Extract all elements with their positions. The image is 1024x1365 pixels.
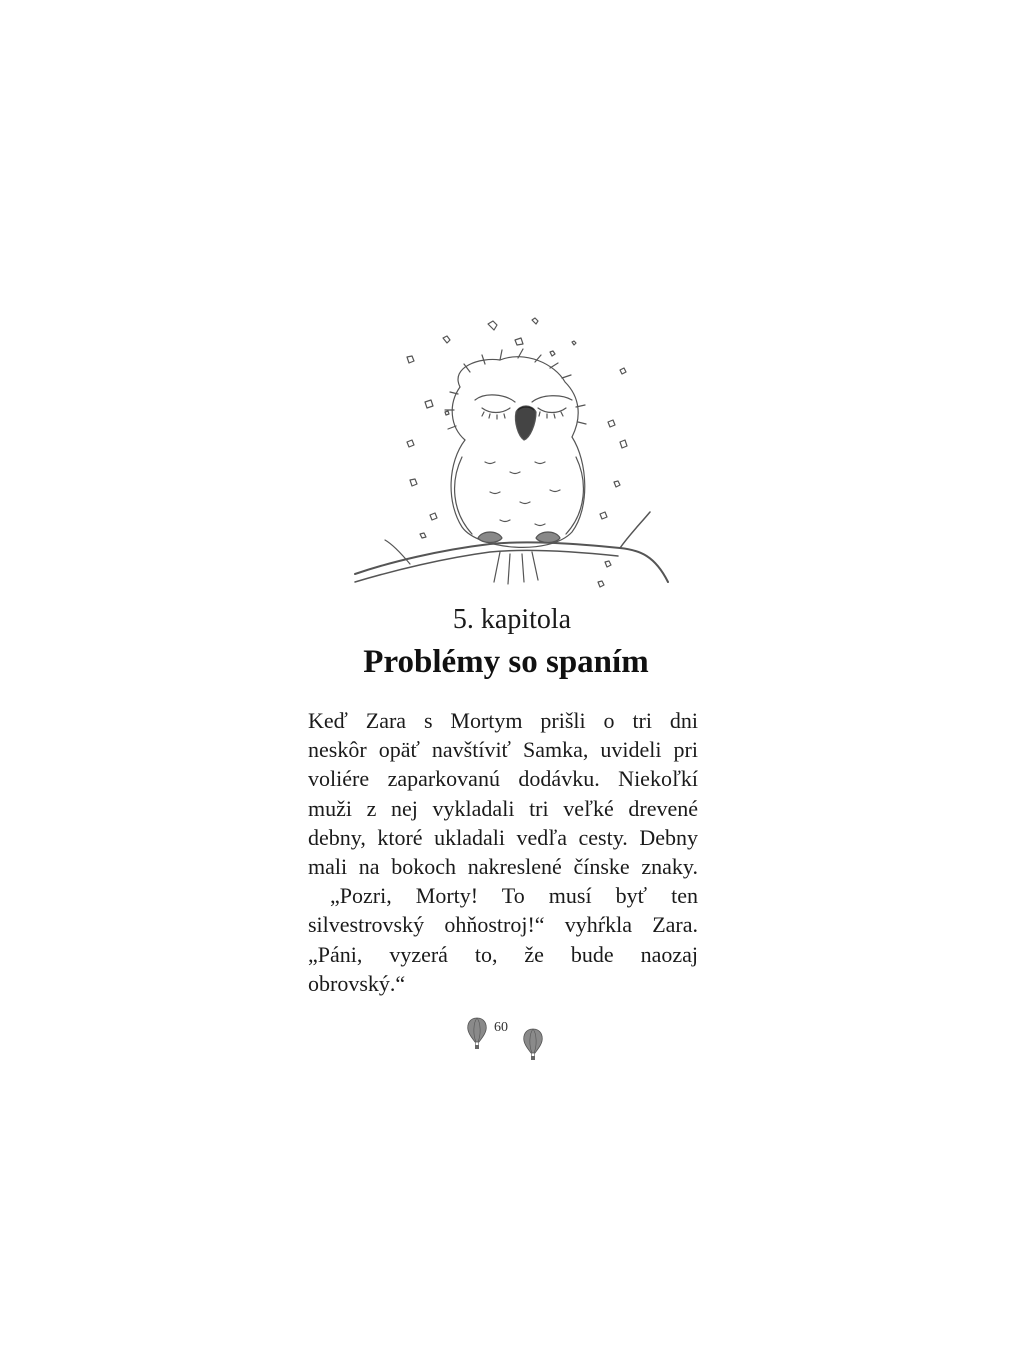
body-line: „Páni, vyzerá to, že bude naozaj [308,941,698,967]
chapter-number: 5. kapitola [452,604,572,635]
hot-air-balloon-icon [466,1017,488,1053]
body-line: mali na bokoch nakreslené čínske znaky. [308,854,698,880]
page-footer [462,1012,562,1062]
body-line: obrovský.“ [308,970,406,996]
chapter-title: Problémy so spaním [363,644,649,680]
page-number: 60 [494,1020,508,1035]
body-line: neskôr opäť navštíviť Samka, uvideli pri [308,737,698,763]
hot-air-balloon-icon [522,1028,544,1064]
chapter-body-text [308,706,698,998]
body-line: voliére zaparkovanú dodávku. Niekoľkí [308,766,698,792]
body-line: debny, ktoré ukladali vedľa cesty. Debny [308,824,698,850]
body-line: „Pozri, Morty! To musí byť ten [330,883,698,909]
body-line: muži z nej vykladali tri veľké drevené [308,795,698,821]
sleepy-owl-illustration [350,312,680,602]
body-line: silvestrovský ohňostroj!“ vyhŕkla Zara. [308,912,698,938]
body-line: Keď Zara s Mortym prišli o tri dni [308,708,698,733]
